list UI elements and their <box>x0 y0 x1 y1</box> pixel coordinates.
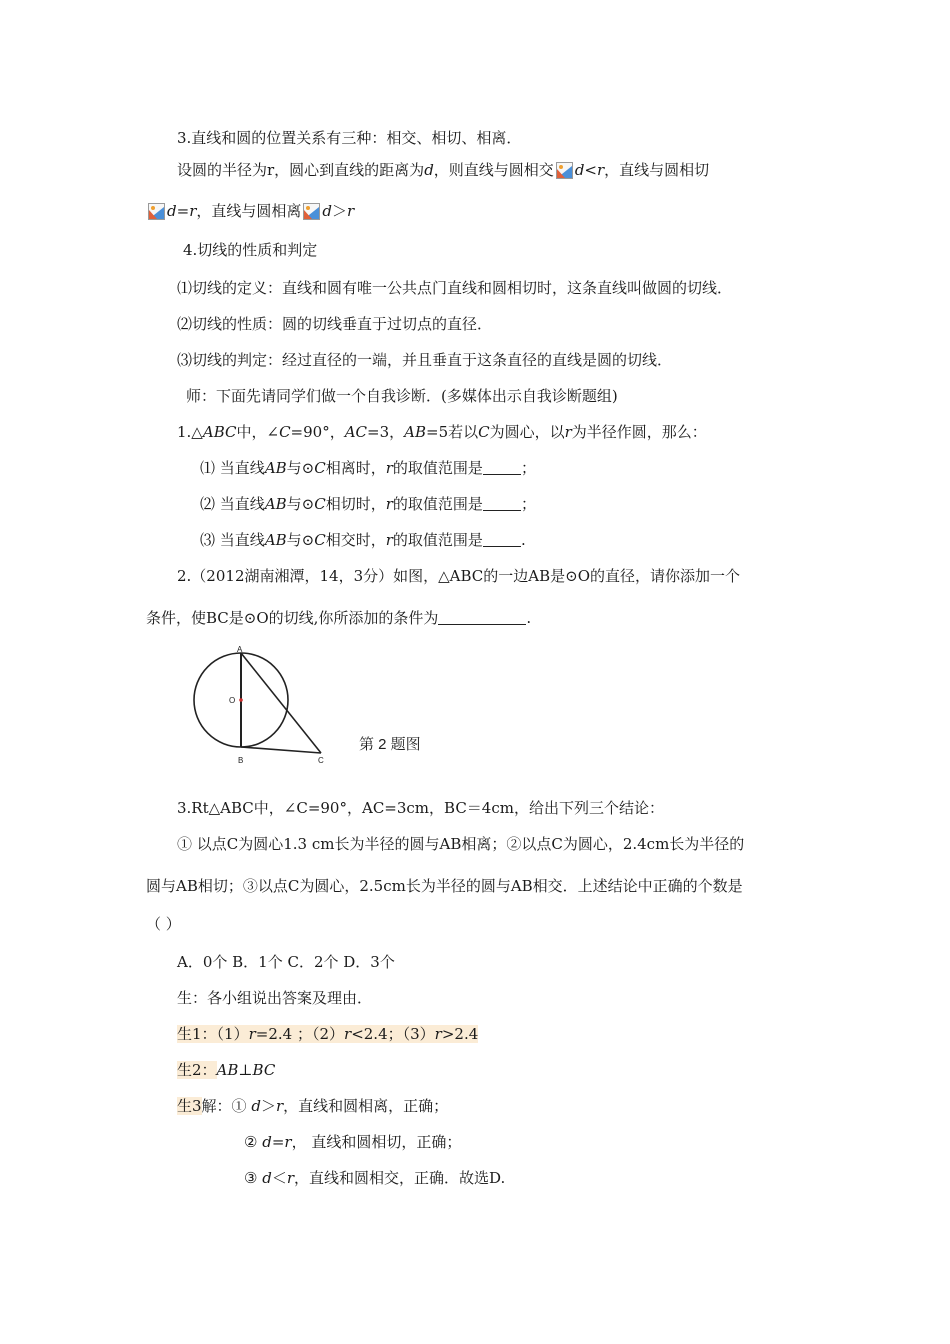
section3-title: 3.直线和圆的位置关系有三种：相交、相切、相离． <box>177 129 522 147</box>
section4-item3: ⑶切线的判定：经过直径的一端，并且垂直于这条直径的直线是圆的切线． <box>177 351 673 369</box>
answer-blank[interactable] <box>483 460 521 475</box>
student3-line1: 生3解：① d＞r，直线和圆相离，正确； <box>177 1097 449 1115</box>
student3-line3: ③ d＜r，直线和圆相交，正确．故选D. <box>244 1169 506 1187</box>
q2-figure <box>185 645 445 775</box>
answer-blank[interactable] <box>483 496 521 511</box>
student1-answer: 生1：（1）r=2.4 ；（2）r<2.4；（3）r>2.4 <box>177 1025 479 1043</box>
label-b: B <box>238 756 244 765</box>
section3-line2: d=r，直线与圆相离 d＞r <box>146 201 354 221</box>
section4-item1: ⑴切线的定义：直线和圆有唯一公共点门直线和圆相切时，这条直线叫做圆的切线． <box>177 279 733 297</box>
q1-stem: 1.△ABC中，∠C=90°，AC=3，AB=5若以C为圆心，以r为半径作圆，那么： <box>177 423 707 441</box>
q2-line2: 条件，使BC是⊙O的切线,你所添加的条件为 . <box>146 609 532 627</box>
segment-ac <box>241 653 321 753</box>
segment-bc <box>241 747 321 753</box>
student3-line2: ② d=r， 直线和圆相切，正确； <box>244 1133 462 1151</box>
answer-blank[interactable] <box>483 532 521 547</box>
q1-sub-2: ⑵ 当直线AB与⊙C相切时，r的取值范围是 ； <box>200 495 536 513</box>
q3-line1: 3.Rt△ABC中，∠C=90°，AC=3cm，BC＝4cm，给出下列三个结论： <box>177 799 664 817</box>
broken-image-icon <box>148 203 165 220</box>
geometry-figure <box>185 645 445 775</box>
q3-line2: ① 以点C为圆心1.3 cm长为半径的圆与AB相离；②以点C为圆心，2.4cm长为半径的 <box>177 835 745 853</box>
students-intro: 生：各小组说出答案及理由． <box>177 989 373 1007</box>
teacher-line: 师：下面先请同学们做一个自我诊断．(多媒体出示自我诊断题组) <box>186 387 618 405</box>
answer-blank[interactable] <box>438 610 526 625</box>
label-o: O <box>229 696 236 705</box>
q1-sub-1: ⑴ 当直线AB与⊙C相离时，r的取值范围是 ； <box>200 459 536 477</box>
center-dot <box>239 698 243 702</box>
q2-line1: 2.（2012湖南湘潭，14，3分）如图，△ABC的一边AB是⊙O的直径，请你添加一个 <box>177 567 740 585</box>
student2-answer: 生2：AB⊥BC <box>177 1061 276 1079</box>
label-c: C <box>318 756 324 765</box>
q1-sub-3: ⑶ 当直线AB与⊙C相交时，r的取值范围是 . <box>200 531 526 549</box>
section4-title: 4.切线的性质和判定 <box>183 241 318 259</box>
broken-image-icon <box>303 203 320 220</box>
figure-caption: 第 2 题图 <box>359 736 421 753</box>
section3-line1: 设圆的半径为r，圆心到直线的距离为d，则直线与圆相交 d<r，直线与圆相切 <box>177 161 710 179</box>
q3-line4: （ ） <box>146 915 181 933</box>
q3-line3: 圆与AB相切；③以点C为圆心，2.5cm长为半径的圆与AB相交．上述结论中正确的个数是 <box>146 877 743 895</box>
label-a: A <box>237 645 243 654</box>
broken-image-icon <box>556 162 573 179</box>
q3-options: A．0个 B．1个 C．2个 D．3个 <box>177 953 395 971</box>
section4-item2: ⑵切线的性质：圆的切线垂直于过切点的直径． <box>177 315 493 333</box>
